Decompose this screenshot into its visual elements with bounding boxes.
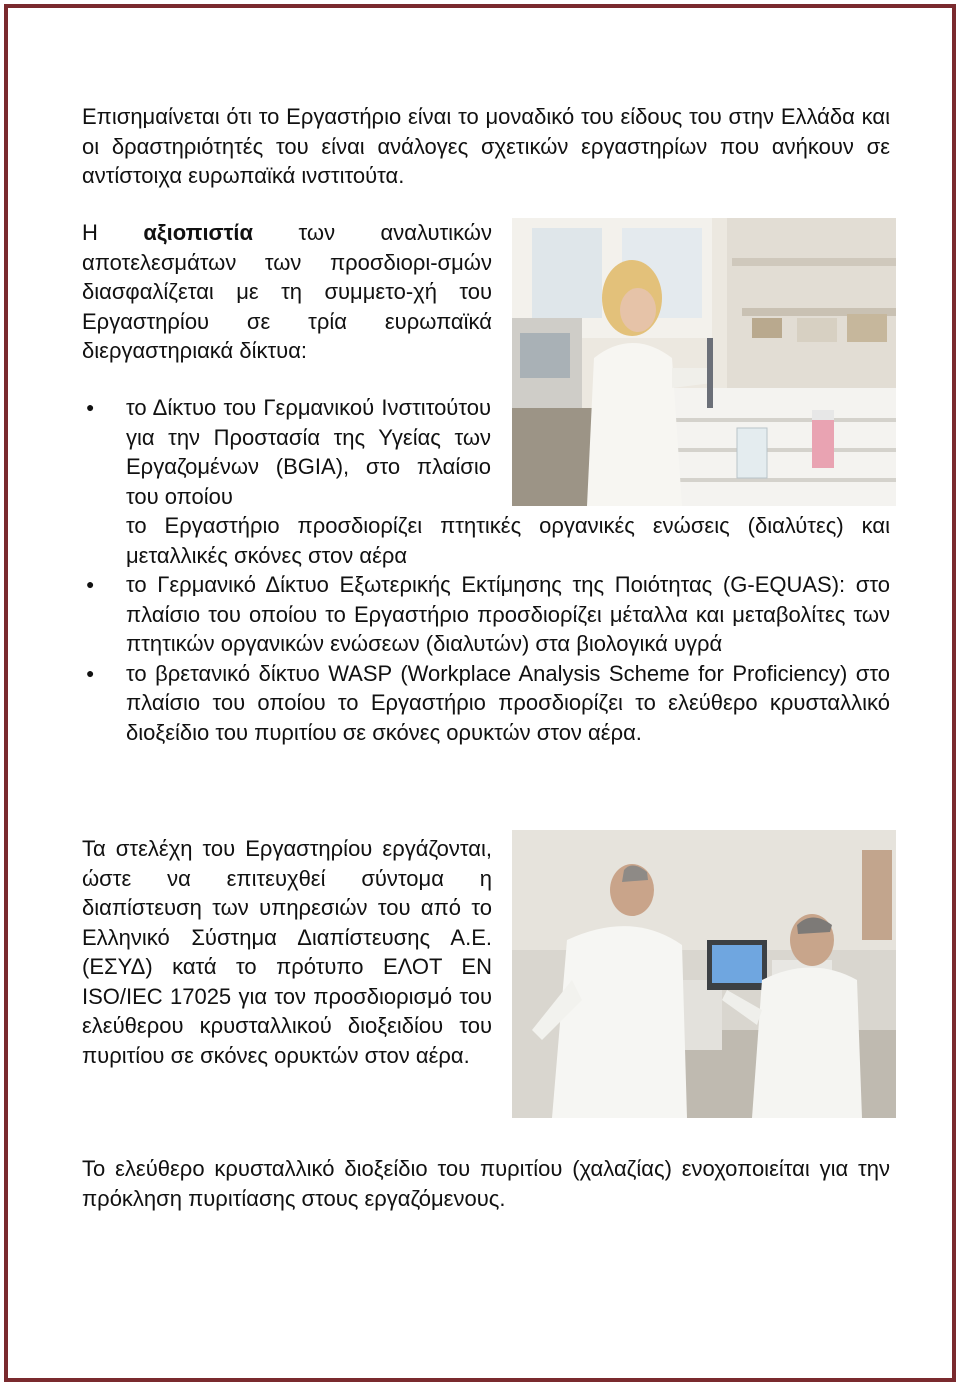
list-item — [82, 570, 890, 659]
reliability-prefix: Η — [82, 220, 98, 245]
lab-photo-men — [512, 830, 896, 1118]
list-item — [82, 659, 890, 748]
bullet-icon: ● — [86, 664, 95, 681]
reliability-rest: των αναλυτικών αποτελεσμάτων των προσδιορι-σμών διασφαλίζεται με τη συμμετο-χή του Εργαστηρίου σε τρία ευρωπαϊκά διεργαστηριακά δίκτυα: — [82, 220, 492, 363]
network-bgia-first: το Δίκτυο του Γερμανικού Ινστιτούτου για την Προστασία της Υγείας των Εργαζομένων (BGIA), στο πλαίσιο του οποίου — [126, 395, 491, 509]
network-bgia-rest: το Εργαστήριο προσδιορίζει πτητικές οργανικές ενώσεις (διαλύτες) και μεταλλικές σκόνες στον αέρα — [126, 513, 890, 568]
intro-paragraph: Επισημαίνεται ότι το Εργαστήριο είναι το μοναδικό του είδους του στην Ελλάδα και οι δραστηριότητές του είναι ανάλογες σχετικών εργαστηρίων που ανήκουν σε αντίστοιχα ευρωπαϊκά ινστιτούτα. — [82, 104, 890, 188]
bullet-icon: ● — [86, 576, 95, 592]
network-gequas: το Γερμανικό Δίκτυο Εξωτερικής Εκτίμησης της Ποιότητας (G-EQUAS): στο πλαίσιο του οποίου το Εργαστήριο προσδιορίζει μέταλλα και μεταβολίτες των πτητικών οργανικών ενώσεων (διαλυτών) στα βιολογικά υγρά — [126, 572, 890, 656]
network-wasp: το βρετανικό δίκτυο WASP (Workplace Analysis Scheme for Proficiency) στο πλαίσιο του οποίου το Εργαστήριο προσδιορίζει το ελεύθερο κρυσταλλικό διοξείδιο του πυριτίου σε σκόνες ορυκτών στον αέρα. — [126, 660, 890, 745]
photo-lab-men-computer-icon — [512, 830, 896, 1118]
reliability-paragraph — [82, 218, 492, 366]
networks-list — [82, 393, 890, 747]
list-item — [82, 393, 890, 570]
bullet-icon: ● — [86, 399, 95, 415]
closing-paragraph: Το ελεύθερο κρυσταλλικό διοξείδιο του πυριτίου (χαλαζίας) ενοχοποιείται για την πρόκληση πυριτίασης στους εργαζόμενους. — [82, 1156, 890, 1211]
document-page — [4, 4, 956, 1382]
reliability-bold-word: αξιοπιστία — [143, 220, 254, 245]
accreditation-paragraph: Τα στελέχη του Εργαστηρίου εργάζονται, ώστε να επιτευχθεί σύντομα η διαπίστευση των υπηρεσιών του από το Ελληνικό Σύστημα Διαπίστευσης Α.Ε. (ΕΣΥΔ) κατά το πρότυπο ΕΛΟΤ ΕΝ ISO/IEC 17025 για τον προσδιορισμό του ελεύθερου κρυσταλλικού διοξειδίου του πυριτίου σε σκόνες ορυκτών στον αέρα. — [82, 836, 492, 1068]
